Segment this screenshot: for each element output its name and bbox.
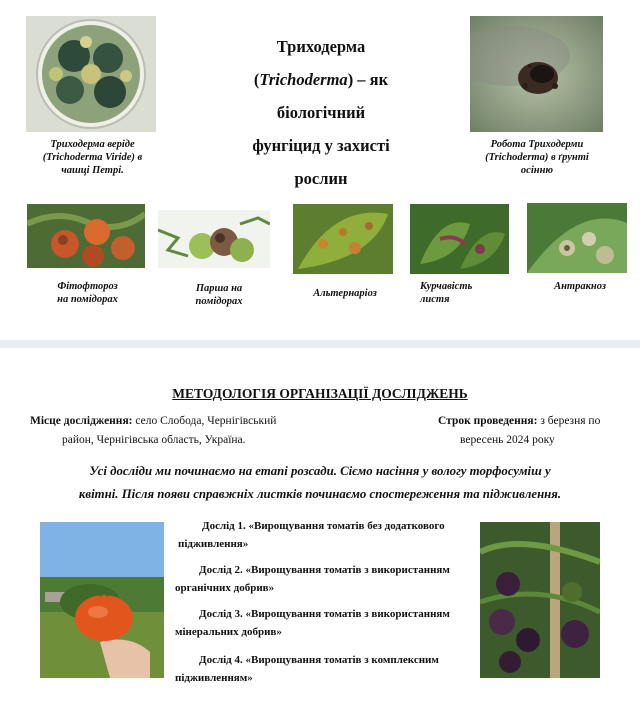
intro-line: Усі досліди ми починаємо на етапі розсади. Сіємо насіння у вологу торфосуміш у [89,464,551,478]
title-line: Триходерма [276,37,366,56]
caption-line: Парша на [195,283,243,294]
leaf-curl-photo [410,204,509,274]
petri-dish-photo [26,16,156,132]
experiment-line: Дослід 2. «Вирощування томатів з використанням [199,564,450,576]
time-line-1 [438,412,618,431]
place-line-1 [30,412,330,431]
title-line: рослин [294,169,348,188]
time-value-2: вересень 2024 року [460,434,555,446]
time-value: з березня по [537,415,601,427]
disease-caption-5 [540,280,620,293]
caption-line: на помідорах [57,294,118,305]
experiment-line: Дослід 3. «Вирощування томатів з використанням [199,608,450,620]
caption-line: листя [420,294,450,305]
intro-text [30,460,610,506]
caption-line: (Trichoderma) в ґрунті [485,152,589,163]
caption-line: Робота Триходерми [490,139,584,150]
place-label: Місце дослідження: [30,415,133,427]
alternaria-photo [293,204,393,274]
time-label: Строк проведення: [438,415,538,427]
experiment-line: підживленням» [175,672,253,684]
caption-line: Альтернаріоз [313,288,377,299]
title-line: фунгіцид у захисті [252,136,390,155]
disease-caption-3 [300,287,390,300]
methodology-heading: МЕТОДОЛОГІЯ ОРГАНІЗАЦІЇ ДОСЛІДЖЕНЬ [172,386,468,401]
tomato-in-hand-photo [40,522,164,678]
experiment-line: органічних добрив» [175,582,275,594]
experiment-2 [175,561,475,597]
caption-line: Антракноз [554,281,606,292]
place-value: село Слобода, Чернігівський [132,415,277,427]
caption-line: (Trichoderma Viride) в [42,152,143,163]
title-line [236,63,406,96]
title-latin: Trichoderma [259,70,348,89]
disease-caption-1 [40,280,135,306]
caption-line: Фітофтороз [57,281,118,292]
caption-line: Курчавість [420,281,473,292]
slide-separator [0,340,640,348]
place-value-2: район, Чернігівська область, Україна. [62,434,246,446]
caption-line: осінню [520,165,554,176]
experiment-1 [178,517,468,553]
experiment-line: Дослід 4. «Вирощування томатів з комплексним [199,654,439,666]
slide1-title [236,30,406,195]
caption-line: помідорах [195,296,243,307]
experiment-3 [175,605,475,641]
scab-photo [158,210,270,268]
disease-caption-4 [420,280,500,306]
dark-tomatoes-photo [480,522,600,678]
intro-line: квітні. Після появи справжніх листків починаємо спостереження та підживлення. [78,487,562,501]
experiment-line: Дослід 1. «Вирощування томатів без додаткового [202,520,445,532]
petri-caption [20,138,165,177]
study-place [30,412,330,450]
title-fragment: ) – як [347,70,389,89]
experiment-line: підживлення» [178,538,249,550]
soil-caption [462,138,612,177]
slide-trichoderma [0,0,640,340]
title-fragment: ( [253,70,260,89]
caption-line: чашці Петрі. [61,165,124,176]
title-line: біологічний [276,103,366,122]
caption-line: Триходерма веріде [50,139,135,150]
study-period [438,412,618,450]
experiment-line: мінеральних добрив» [175,626,282,638]
anthracnose-photo [527,203,627,273]
soil-trichoderma-photo [470,16,603,132]
phytophthora-photo [27,204,145,268]
experiment-4 [175,651,475,687]
disease-caption-2 [174,282,264,308]
